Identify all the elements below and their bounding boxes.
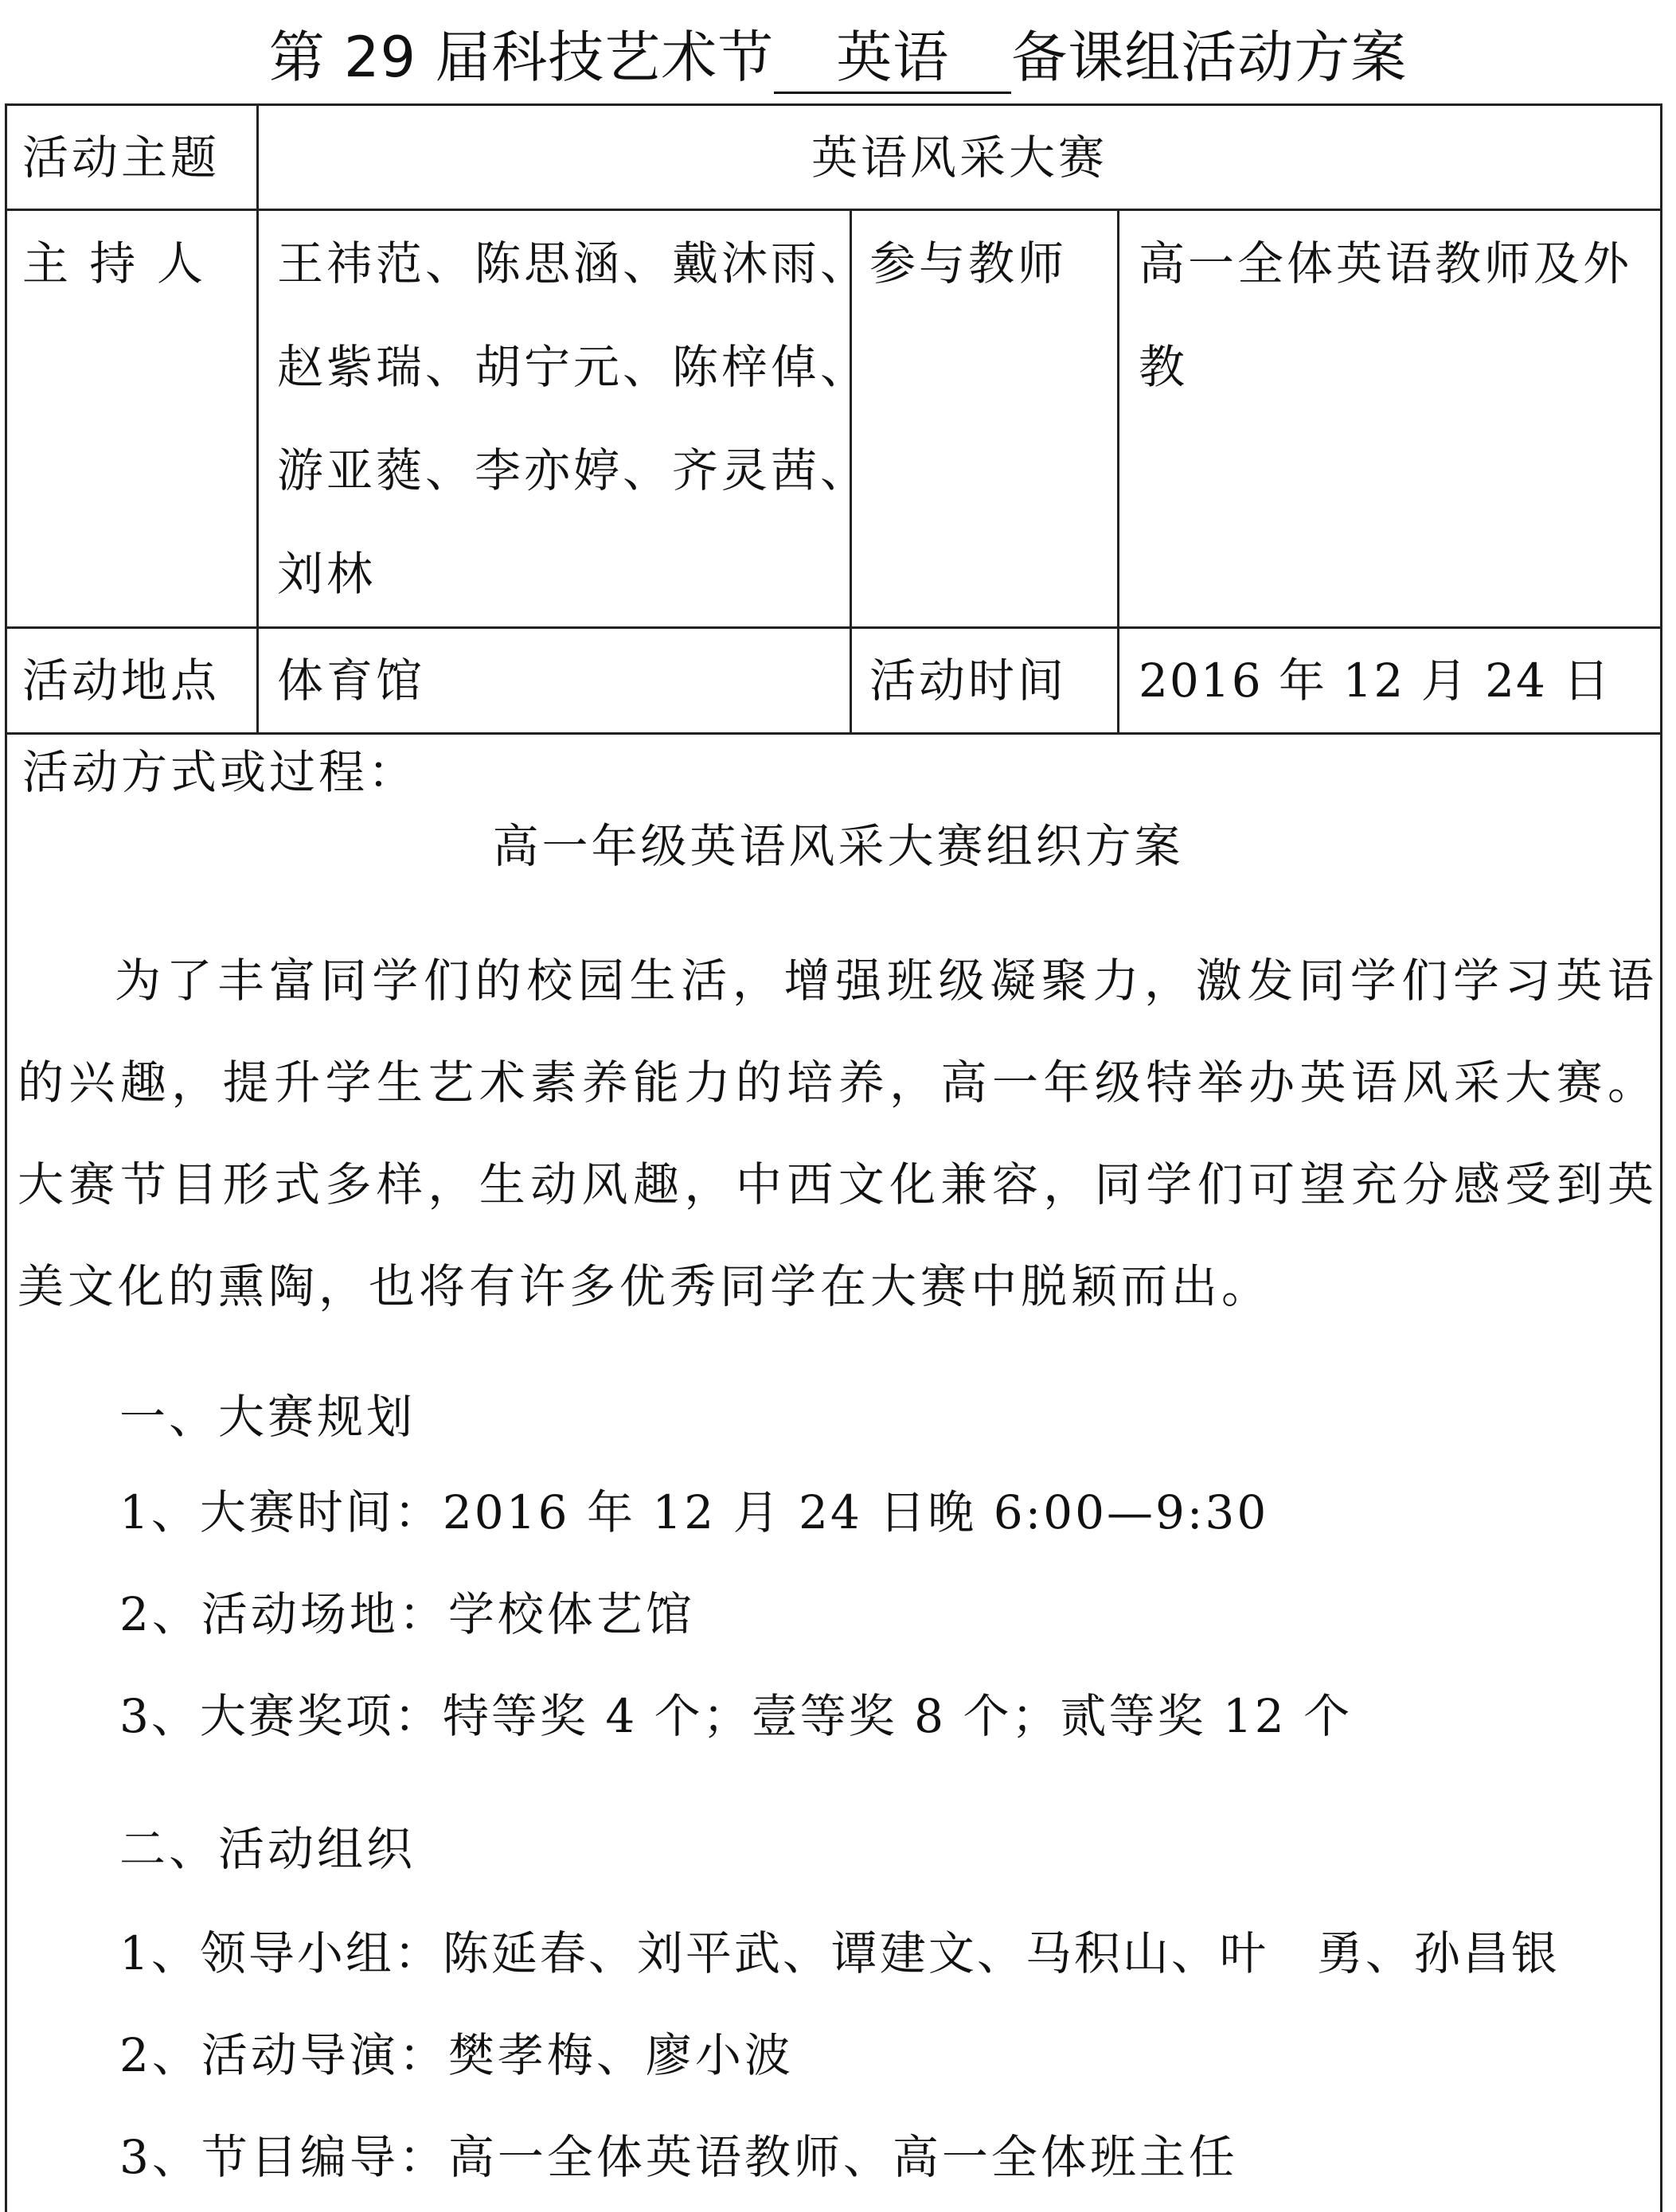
theme-value: 英语风采大赛: [811, 131, 1108, 185]
process-label: 活动方式或过程：: [22, 745, 418, 799]
teachers-value-line: 教: [1139, 340, 1189, 394]
host-label: 主 持 人: [22, 236, 206, 291]
host-names-line: 王祎范、陈思涵、戴沐雨、: [277, 236, 870, 291]
host-names-line: 刘林: [277, 547, 377, 601]
title-prefix: 第 29 届科技艺术节: [268, 25, 775, 90]
page-title: [0, 18, 1676, 97]
list-item: 1、领导小组：陈延春、刘平武、谭建文、马积山、叶 勇、孙昌银: [119, 1926, 1560, 1980]
list-item: 1、大赛时间：2016 年 12 月 24 日晚 6:00—9:30: [119, 1485, 1269, 1539]
time-value: 2016 年 12 月 24 日: [1139, 653, 1612, 708]
column-divider: [1117, 209, 1119, 734]
title-subject-blank: 英语: [774, 23, 1011, 94]
host-names-line: 游亚蕤、李亦婷、齐灵茜、: [277, 443, 870, 497]
list-item: 3、大赛奖项：特等奖 4 个；壹等奖 8 个；贰等奖 12 个: [119, 1689, 1353, 1743]
section-heading: 二、活动组织: [119, 1822, 416, 1876]
host-names-line: 赵紫瑞、胡宁元、陈梓倬、: [277, 340, 870, 394]
place-value: 体育馆: [277, 653, 426, 708]
list-item: 3、节目编导：高一全体英语教师、高一全体班主任: [119, 2130, 1238, 2184]
teachers-value-line: 高一全体英语教师及外: [1139, 236, 1633, 291]
list-item: 2、活动场地：学校体艺馆: [119, 1587, 695, 1641]
intro-paragraph: 为了丰富同学们的校园生活，增强班级凝聚力，激发同学们学习英语的兴趣，提升学生艺术素养能力的培养，高一年级特举办英语风采大赛。大赛节目形式多样，生动风趣，中西文化兼容，同学们可望充分感受到英美文化的熏陶，也将有许多优秀同学在大赛中脱颖而出。: [18, 954, 1658, 1313]
place-label: 活动地点: [22, 653, 221, 708]
title-suffix: 备课组活动方案: [1011, 25, 1408, 90]
theme-label: 活动主题: [22, 131, 221, 185]
list-item: 2、活动导演：樊孝梅、廖小波: [119, 2028, 794, 2082]
time-label: 活动时间: [869, 653, 1068, 708]
plan-title: 高一年级英语风采大赛组织方案: [492, 819, 1184, 873]
section-heading: 一、大赛规划: [119, 1390, 416, 1444]
teachers-label: 参与教师: [869, 236, 1068, 291]
